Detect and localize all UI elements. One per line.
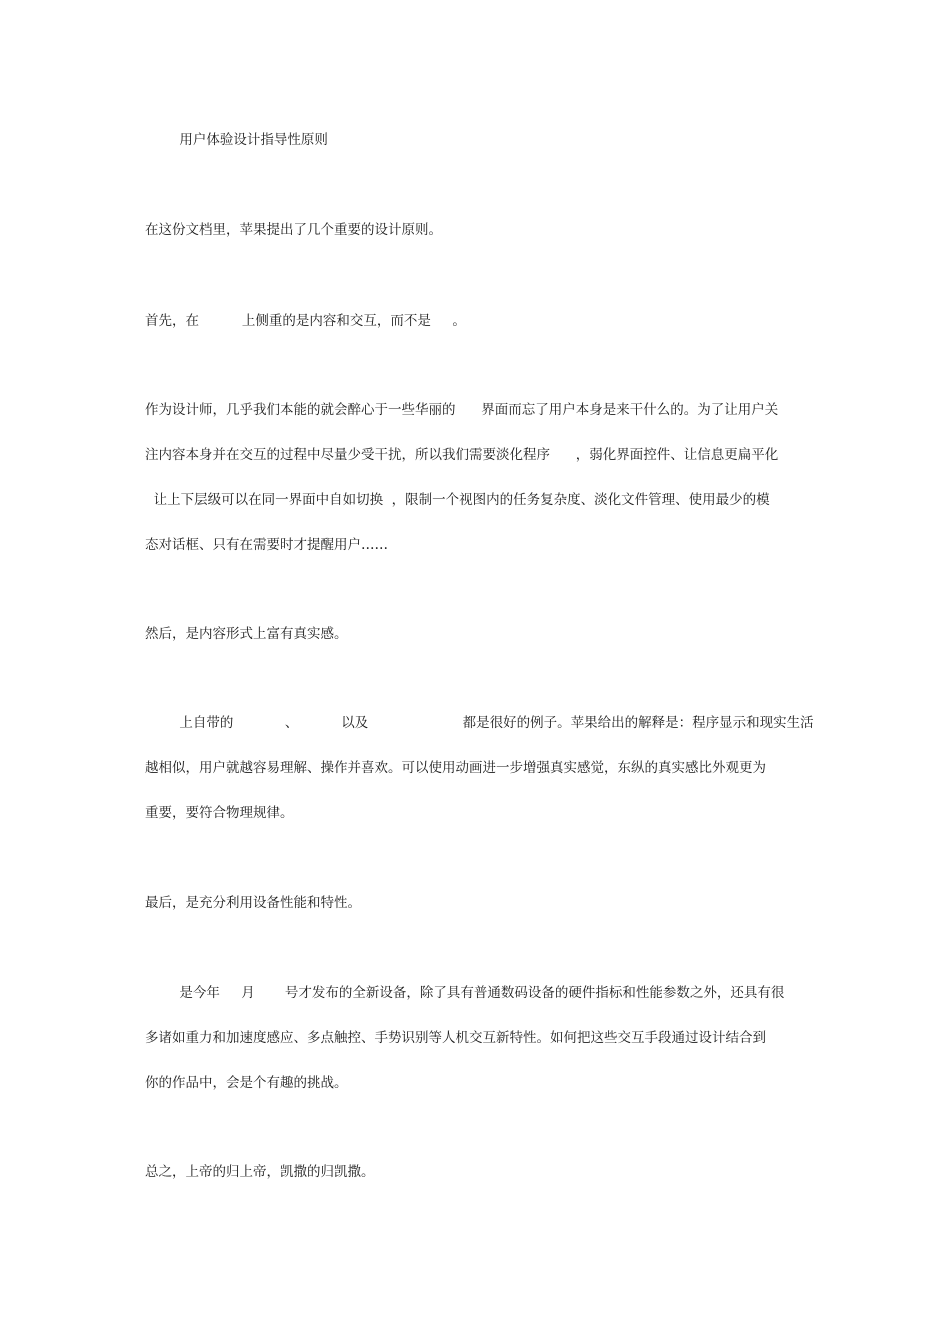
paragraph-line: 态对话框、只有在需要时才提醒用户…… xyxy=(145,537,388,553)
paragraph-intro: 在这份文档里，苹果提出了几个重要的设计原则。 xyxy=(145,222,442,238)
paragraph-second-heading: 然后，是内容形式上富有真实感。 xyxy=(145,626,348,642)
paragraph-line: 让上下层级可以在同一界面中自如切换 ，限制一个视图内的任务复杂度、淡化文件管理、使用最少的模 xyxy=(145,492,770,508)
paragraph-third-heading: 最后，是充分利用设备性能和特性。 xyxy=(145,895,361,911)
paragraph-line: 重要，要符合物理规律。 xyxy=(145,805,294,821)
paragraph-line: 你的作品中，会是个有趣的挑战。 xyxy=(145,1075,348,1091)
document-title: 用户体验设计指导性原则 xyxy=(145,132,328,148)
paragraph-line: 多诸如重力和加速度感应、多点触控、手势识别等人机交互新特性。如何把这些交互手段通过设计结合到 xyxy=(145,1030,766,1046)
paragraph-line: 注内容本身并在交互的过程中尽量少受干扰，所以我们需要淡化程序 ，弱化界面控件、让信息更扁平化 xyxy=(145,447,779,463)
paragraph-line: 上自带的 、 以及 都是很好的例子。苹果给出的解释是：程序显示和现实生活 xyxy=(145,715,814,731)
paragraph-first-heading: 首先，在 上侧重的是内容和交互，而不是 。 xyxy=(145,313,466,329)
paragraph-line: 是今年 月 号才发布的全新设备，除了具有普通数码设备的硬件指标和性能参数之外，还具有很 xyxy=(145,985,785,1001)
paragraph-line: 作为设计师，几乎我们本能的就会醉心于一些华丽的 界面而忘了用户本身是来干什么的。为了让用户关 xyxy=(145,402,779,418)
paragraph-line: 越相似，用户就越容易理解、操作并喜欢。可以使用动画进一步增强真实感觉，东纵的真实感比外观更为 xyxy=(145,760,766,776)
paragraph-conclusion: 总之，上帝的归上帝，凯撒的归凯撒。 xyxy=(145,1164,375,1180)
